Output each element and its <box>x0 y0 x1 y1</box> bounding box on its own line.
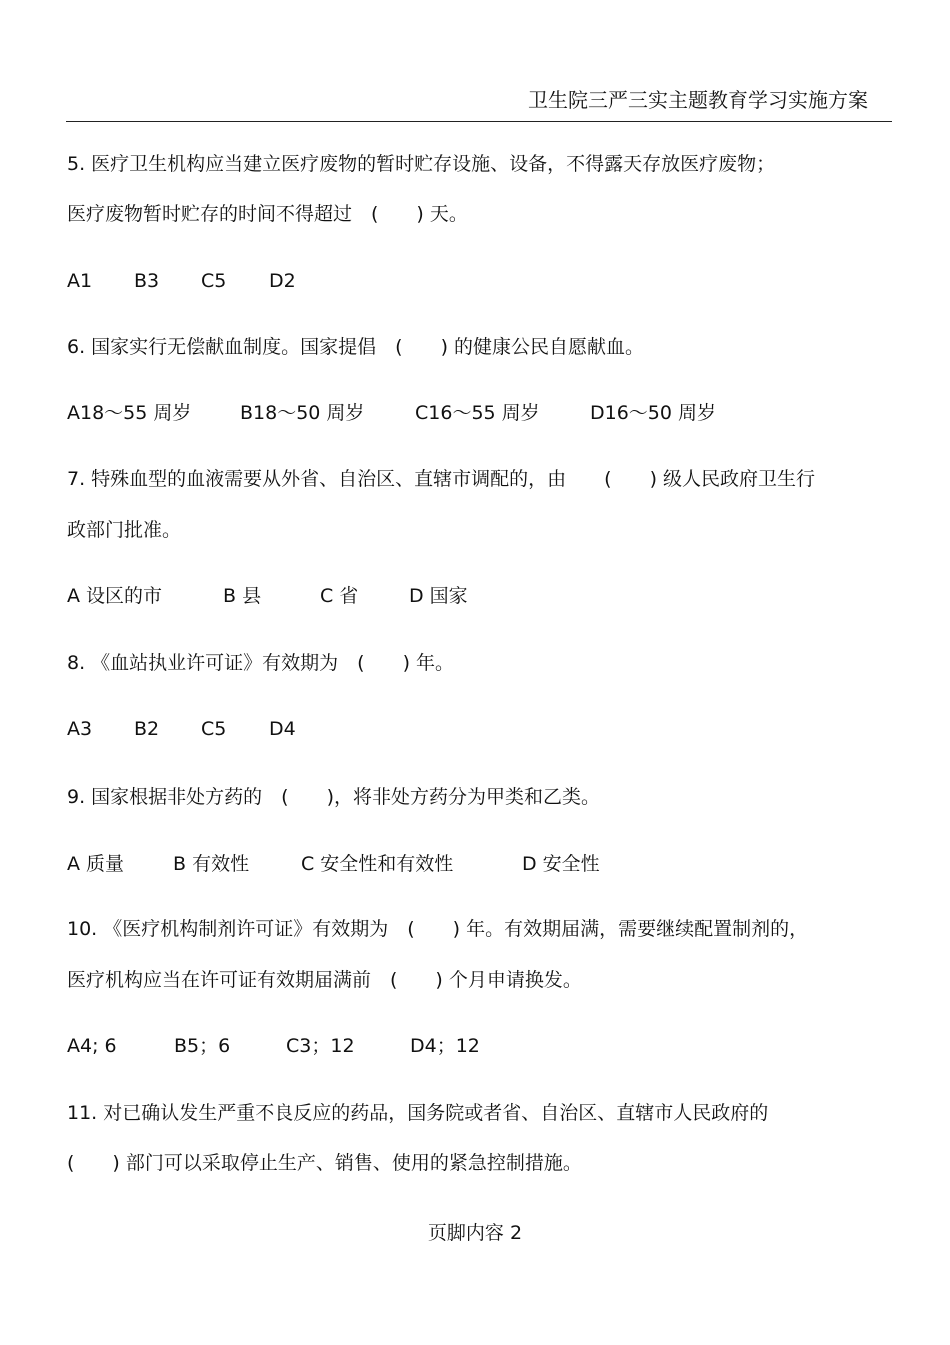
header-title: 卫生院三严三实主题教育学习实施方案 <box>528 88 868 112</box>
option-d: D16～50 周岁 <box>590 402 717 424</box>
option-d: D4；12 <box>410 1035 480 1057</box>
option-b: B2 <box>134 718 160 740</box>
option-c: C16～55 周岁 <box>415 402 540 424</box>
option-c: C3；12 <box>286 1035 355 1057</box>
option-c: C 安全性和有效性 <box>301 853 454 875</box>
option-b: B5；6 <box>174 1035 231 1057</box>
question-6-line-1: 6. 国家实行无偿献血制度。国家提倡 ( ) 的健康公民自愿献血。 <box>67 336 645 358</box>
option-d: D 安全性 <box>522 853 600 875</box>
option-c: C5 <box>201 270 227 292</box>
question-5-line-1: 5. 医疗卫生机构应当建立医疗废物的暂时贮存设施、设备，不得露天存放医疗废物； <box>67 153 776 175</box>
page-footer: 页脚内容 2 <box>427 1222 523 1244</box>
option-a: A3 <box>67 718 93 740</box>
option-b: B3 <box>134 270 160 292</box>
question-11-line-1: 11. 对已确认发生严重不良反应的药品，国务院或者省、自治区、直辖市人民政府的 <box>67 1102 769 1124</box>
question-5-line-2: 医疗废物暂时贮存的时间不得超过 ( ) 天。 <box>67 203 468 225</box>
question-7-line-2: 政部门批准。 <box>67 519 182 541</box>
option-d: D4 <box>269 718 296 740</box>
header-divider <box>66 121 892 122</box>
option-a: A4; 6 <box>67 1035 117 1057</box>
option-a: A 质量 <box>67 853 125 875</box>
question-10-line-1: 10. 《医疗机构制剂许可证》有效期为 ( ) 年。有效期届满，需要继续配置制剂的， <box>67 918 809 940</box>
question-7-line-1: 7. 特殊血型的血液需要从外省、自治区、直辖市调配的，由 ( ) 级人民政府卫生行 <box>67 468 816 490</box>
question-8-line-1: 8. 《血站执业许可证》有效期为 ( ) 年。 <box>67 652 455 674</box>
option-b: B 县 <box>223 585 262 607</box>
option-d: D2 <box>269 270 296 292</box>
option-a: A 设区的市 <box>67 585 163 607</box>
question-9-line-1: 9. 国家根据非处方药的 ( )，将非处方药分为甲类和乙类。 <box>67 786 600 808</box>
option-a: A1 <box>67 270 93 292</box>
question-11-line-2: ( ) 部门可以采取停止生产、销售、使用的紧急控制措施。 <box>67 1152 582 1174</box>
question-10-line-2: 医疗机构应当在许可证有效期届满前 ( ) 个月申请换发。 <box>67 969 582 991</box>
option-d: D 国家 <box>409 585 468 607</box>
option-b: B 有效性 <box>173 853 250 875</box>
option-c: C5 <box>201 718 227 740</box>
option-c: C 省 <box>320 585 359 607</box>
option-a: A18～55 周岁 <box>67 402 192 424</box>
option-b: B18～50 周岁 <box>240 402 365 424</box>
